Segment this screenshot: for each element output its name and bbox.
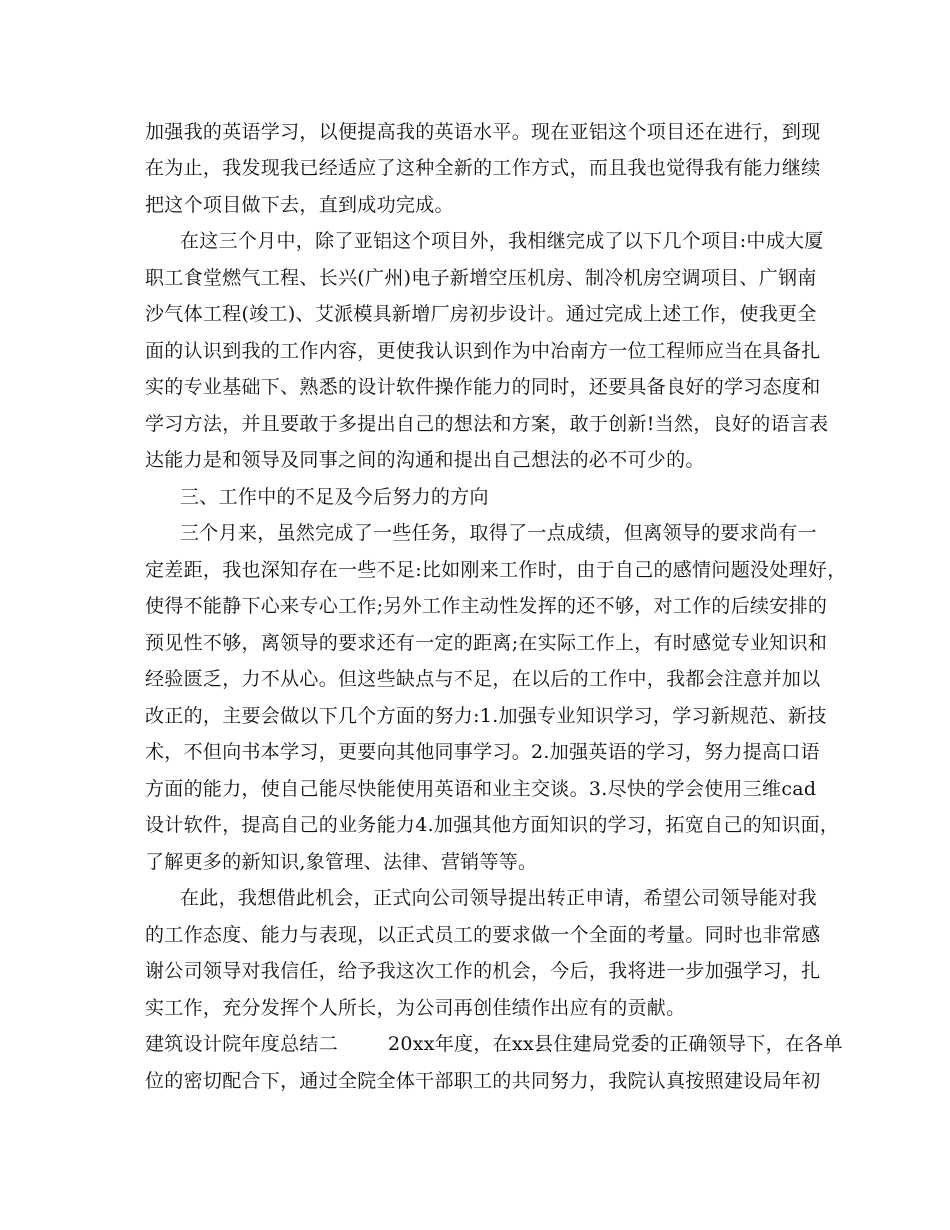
- text-line: 面的认识到我的工作内容，更使我认识到作为中冶南方一位工程师应当在具备扎: [145, 340, 821, 362]
- paragraph-start-line: 在这三个月中，除了亚铝这个项目外，我相继完成了以下几个项目:中成大厦: [180, 230, 824, 252]
- text-line: 达能力是和领导及同事之间的沟通和提出自己想法的必不可少的。: [145, 449, 705, 471]
- text-line: 设计软件，提高自己的业务能力4.加强其他方面知识的学习，拓宽自己的知识面，: [145, 814, 840, 836]
- section-heading: 三、工作中的不足及今后努力的方向: [180, 486, 489, 508]
- text-line: 职工食堂燃气工程、长兴(广州)电子新增空压机房、制冷机房空调项目、广钢南: [145, 267, 817, 289]
- section-title-line: [145, 1026, 843, 1062]
- text-line: 加强我的英语学习，以便提高我的英语水平。现在亚铝这个项目还在进行，到现: [145, 121, 821, 143]
- text-line: 经验匮乏，力不从心。但这些缺点与不足，在以后的工作中，我都会注意并加以: [145, 668, 821, 690]
- paragraph-start-line: 三个月来，虽然完成了一些任务，取得了一点成绩，但离领导的要求尚有一: [180, 522, 817, 544]
- text-line: 方面的能力，使自己能尽快能使用英语和业主交谈。3.尽快的学会使用三维cad: [145, 778, 817, 800]
- text-line: 沙气体工程(竣工)、艾派模具新增厂房初步设计。通过完成上述工作，使我更全: [145, 303, 817, 325]
- text-line: 的工作态度、能力与表现，以正式员工的要求做一个全面的考量。同时也非常感: [145, 924, 821, 946]
- text-line: 改正的，主要会做以下几个方面的努力:1.加强专业知识学习，学习新规范、新技: [145, 705, 827, 727]
- section-title: 建筑设计院年度总结二: [145, 1033, 339, 1055]
- text-line: 预见性不够，离领导的要求还有一定的距离;在实际工作上，有时感觉专业知识和: [145, 632, 828, 654]
- text-line: 实的专业基础下、熟悉的设计软件操作能力的同时，还要具备良好的学习态度和: [145, 376, 821, 398]
- text-line: 术，不但向书本学习，更要向其他同事学习。2.加强英语的学习，努力提高口语: [145, 741, 820, 763]
- text-line: 学习方法，并且要敢于多提出自己的想法和方案，敢于创新!当然，良好的语言表: [145, 413, 829, 435]
- section-intro-text: 20xx年度，在xx县住建局党委的正确领导下，在各单: [388, 1033, 843, 1055]
- text-line: 在为止，我发现我已经适应了这种全新的工作方式，而且我也觉得我有能力继续: [145, 157, 821, 179]
- text-line: 使得不能静下心来专心工作;另外工作主动性发挥的还不够，对工作的后续安排的: [145, 595, 828, 617]
- text-line: 定差距，我也深知存在一些不足:比如刚来工作时，由于自己的感情问题没处理好，: [145, 559, 847, 581]
- paragraph-start-line: 在此，我想借此机会，正式向公司领导提出转正申请，希望公司领导能对我: [180, 887, 817, 909]
- text-line: 把这个项目做下去，直到成功完成。: [145, 194, 454, 216]
- text-line: 位的密切配合下，通过全院全体干部职工的共同努力，我院认真按照建设局年初: [145, 1070, 821, 1092]
- text-line: 了解更多的新知识,象管理、法律、营销等等。: [145, 851, 538, 873]
- text-line: 谢公司领导对我信任，给予我这次工作的机会，今后，我将进一步加强学习，扎: [145, 960, 821, 982]
- text-line: 实工作，充分发挥个人所长，为公司再创佳绩作出应有的贡献。: [145, 997, 686, 1019]
